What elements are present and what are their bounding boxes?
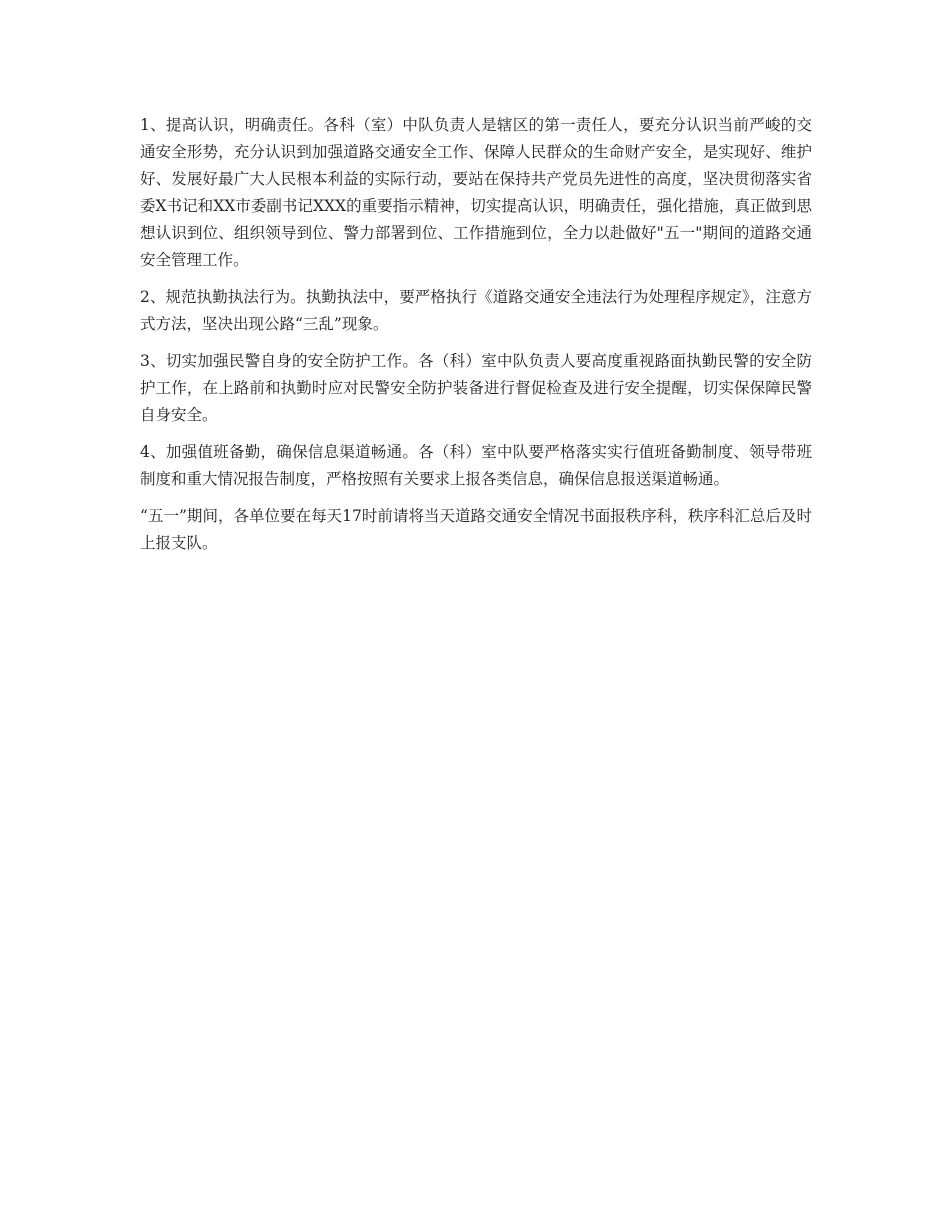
paragraph-1: 1、提高认识，明确责任。各科（室）中队负责人是辖区的第一责任人，要充分认识当前严峻的交通安全形势，充分认识到加强道路交通安全工作、保障人民群众的生命财产安全，是实现好、维护好、发展好最广大人民根本利益的实际行动，要站在保持共产党员先进性的高度，坚决贯彻落实省委X书记和XX市委副书记XXX的重要指示精神，切实提高认识，明确责任，强化措施，真正做到思想认识到位、组织领导到位、警力部署到位、工作措施到位，全力以赴做好"五一"期间的道路交通安全管理工作。 bbox=[140, 116, 812, 269]
document-body bbox=[140, 112, 812, 567]
paragraph-2: 2、规范执勤执法行为。执勤执法中，要严格执行《道路交通安全违法行为处理程序规定》，注意方式方法，坚决出现公路“三乱”现象。 bbox=[140, 288, 812, 333]
paragraph-3: 3、切实加强民警自身的安全防护工作。各（科）室中队负责人要高度重视路面执勤民警的安全防护工作，在上路前和执勤时应对民警安全防护装备进行督促检查及进行安全提醒，切实保保障民警自身安全。 bbox=[140, 352, 812, 424]
paragraph-4: 4、加强值班备勤，确保信息渠道畅通。各（科）室中队要严格落实实行值班备勤制度、领导带班制度和重大情况报告制度，严格按照有关要求上报各类信息，确保信息报送渠道畅通。 bbox=[140, 443, 812, 488]
paragraph-5: “五一”期间，各单位要在每天17时前请将当天道路交通安全情况书面报秩序科，秩序科汇总后及时上报支队。 bbox=[140, 507, 812, 552]
